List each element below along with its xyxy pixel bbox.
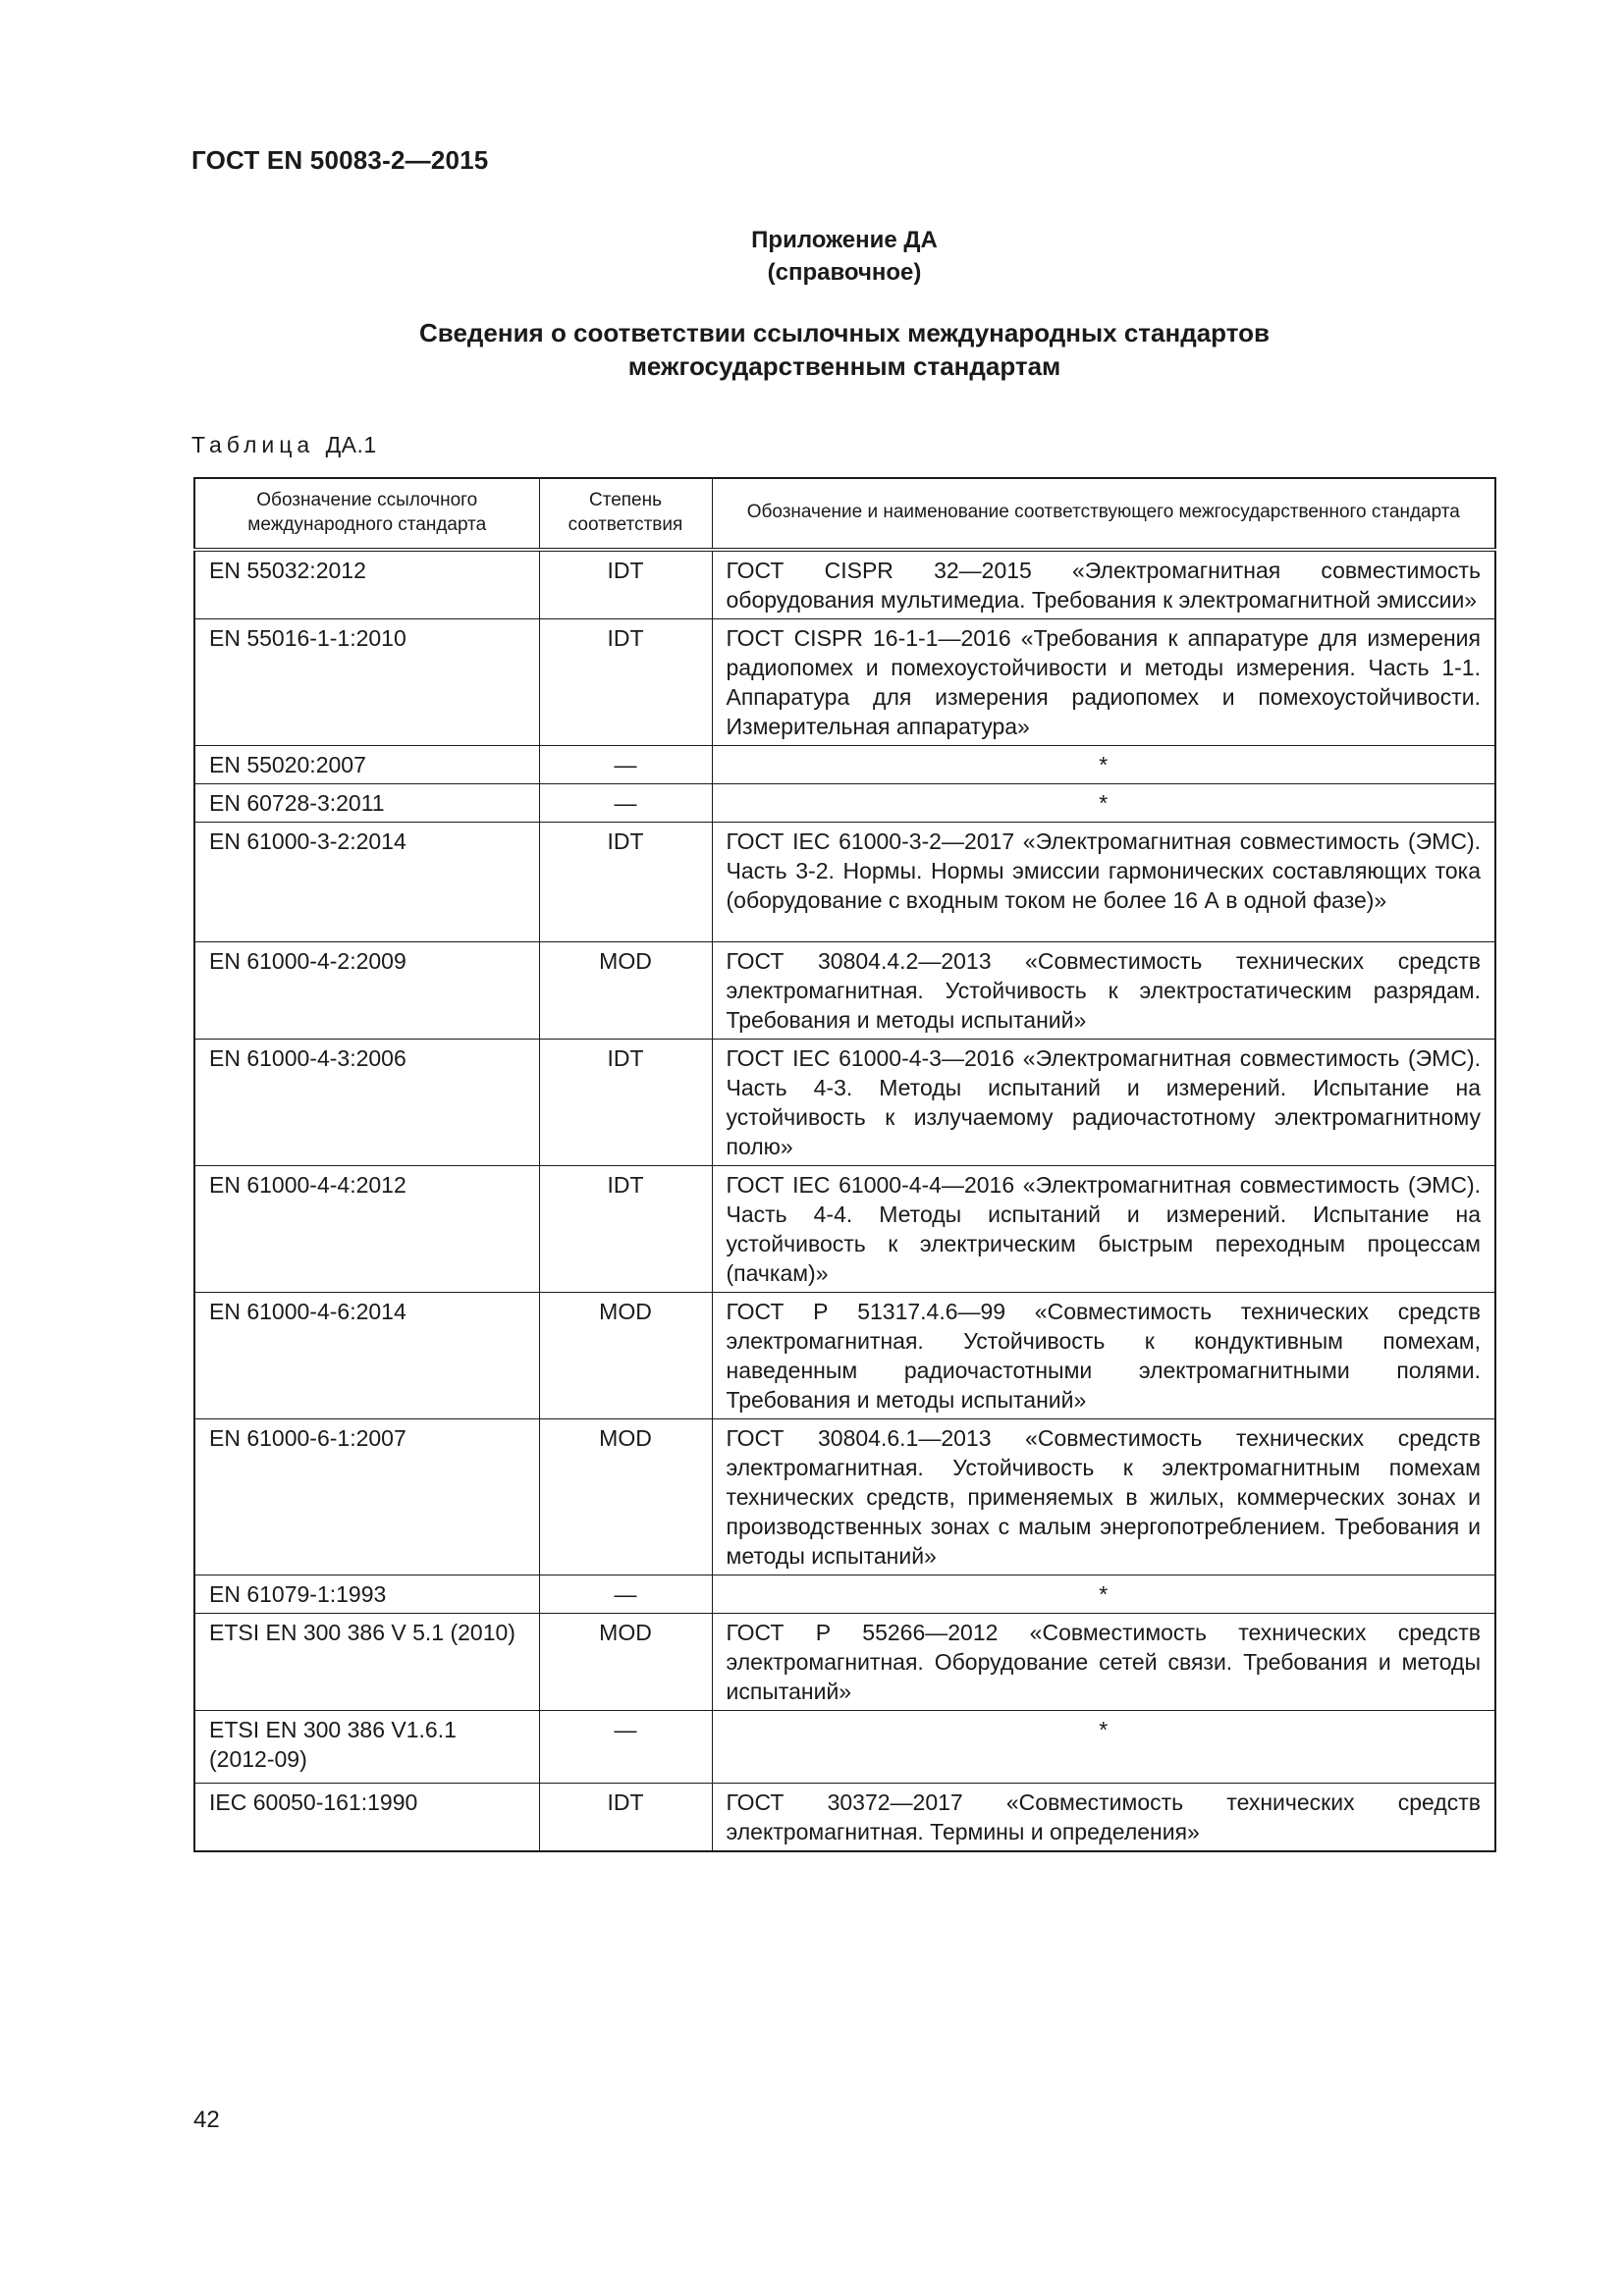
section-title-line-2: межгосударственным стандартам <box>627 351 1061 381</box>
cell-reference-standard: EN 61000-4-2:2009 <box>194 942 539 1040</box>
table-row <box>194 1711 1495 1784</box>
table-row <box>194 1784 1495 1852</box>
document-code: ГОСТ EN 50083-2—2015 <box>191 145 489 175</box>
cell-degree: IDT <box>539 1040 712 1166</box>
cell-degree: MOD <box>539 1293 712 1419</box>
header-reference-standard: Обозначение ссылочного международного стандарта <box>194 478 539 550</box>
cell-reference-standard: EN 61000-4-3:2006 <box>194 1040 539 1166</box>
cell-reference-standard: EN 61079-1:1993 <box>194 1575 539 1614</box>
cell-reference-standard: IEC 60050-161:1990 <box>194 1784 539 1852</box>
cell-degree: MOD <box>539 1614 712 1711</box>
cell-interstate-standard: ГОСТ Р 51317.4.6—99 «Совместимость технических средств электромагнитная. Устойчивость к кондуктивным помехам, наведенным радиочастотными электромагнитными полями. Требования и методы испытаний» <box>712 1293 1495 1419</box>
cell-interstate-standard: * <box>712 1711 1495 1784</box>
cell-interstate-standard: ГОСТ IEC 61000-3-2—2017 «Электромагнитная совместимость (ЭМС). Часть 3-2. Нормы. Нормы эмиссии гармонических составляющих тока (оборудование с входным током не более 16 А в одной фазе)» <box>712 823 1495 942</box>
table-row <box>194 942 1495 1040</box>
cell-reference-standard: EN 55016-1-1:2010 <box>194 619 539 746</box>
table-body <box>194 550 1495 1851</box>
cell-interstate-standard: ГОСТ IEC 61000-4-4—2016 «Электромагнитная совместимость (ЭМС). Часть 4-4. Методы испытаний и измерений. Испытание на устойчивость к электрическим быстрым переходным процессам (пачкам)» <box>712 1166 1495 1293</box>
table-row <box>194 550 1495 619</box>
page-number: 42 <box>193 2107 220 2133</box>
cell-degree: IDT <box>539 1166 712 1293</box>
appendix-type: (справочное) <box>767 259 922 286</box>
table-row <box>194 1575 1495 1614</box>
table-caption <box>191 432 377 458</box>
cell-degree: — <box>539 1575 712 1614</box>
cell-degree: IDT <box>539 550 712 619</box>
appendix-label: Приложение ДА <box>751 227 938 253</box>
table-row <box>194 619 1495 746</box>
cell-degree: — <box>539 784 712 823</box>
table-caption-word: Таблица <box>191 432 315 457</box>
cell-interstate-standard: ГОСТ Р 55266—2012 «Совместимость технических средств электромагнитная. Оборудование сетей связи. Требования и методы испытаний» <box>712 1614 1495 1711</box>
cell-interstate-standard: * <box>712 784 1495 823</box>
cell-interstate-standard: ГОСТ CISPR 32—2015 «Электромагнитная совместимость оборудования мультимедиа. Требования к электромагнитной эмиссии» <box>712 550 1495 619</box>
section-title-line-1: Сведения о соответствии ссылочных международных стандартов <box>419 318 1270 347</box>
cell-reference-standard: EN 55020:2007 <box>194 746 539 784</box>
cell-interstate-standard: ГОСТ CISPR 16-1-1—2016 «Требования к аппаратуре для измерения радиопомех и помехоустойчивости и методы измерения. Часть 1-1. Аппаратура для измерения радиопомех и помехоустойчивости. Измерительная аппаратура» <box>712 619 1495 746</box>
cell-interstate-standard: * <box>712 1575 1495 1614</box>
cell-reference-standard: EN 61000-3-2:2014 <box>194 823 539 942</box>
cell-reference-standard: EN 60728-3:2011 <box>194 784 539 823</box>
section-title <box>191 316 1497 383</box>
cell-reference-standard: EN 61000-4-6:2014 <box>194 1293 539 1419</box>
table-row <box>194 784 1495 823</box>
cell-degree: — <box>539 746 712 784</box>
cell-interstate-standard: * <box>712 746 1495 784</box>
cell-interstate-standard: ГОСТ 30372—2017 «Совместимость технических средств электромагнитная. Термины и определения» <box>712 1784 1495 1852</box>
cell-reference-standard: EN 61000-4-4:2012 <box>194 1166 539 1293</box>
cell-interstate-standard: ГОСТ IEC 61000-4-3—2016 «Электромагнитная совместимость (ЭМС). Часть 4-3. Методы испытаний и измерений. Испытание на устойчивость к излучаемому радиочастотному электромагнитному полю» <box>712 1040 1495 1166</box>
header-interstate-standard: Обозначение и наименование соответствующего межгосударственного стандарта <box>712 478 1495 550</box>
cell-interstate-standard: ГОСТ 30804.6.1—2013 «Совместимость технических средств электромагнитная. Устойчивость к электромагнитным помехам технических средств, применяемых в жилых, коммерческих зонах и производственных зонах с малым энергопотреблением. Требования и методы испытаний» <box>712 1419 1495 1575</box>
table-row <box>194 1040 1495 1166</box>
cell-reference-standard: EN 61000-6-1:2007 <box>194 1419 539 1575</box>
cell-degree: IDT <box>539 619 712 746</box>
cell-degree: MOD <box>539 942 712 1040</box>
cell-degree: IDT <box>539 1784 712 1852</box>
cell-degree: IDT <box>539 823 712 942</box>
cell-degree: MOD <box>539 1419 712 1575</box>
appendix-heading <box>191 224 1497 289</box>
table-row <box>194 1419 1495 1575</box>
cell-degree: — <box>539 1711 712 1784</box>
table-row <box>194 1614 1495 1711</box>
cell-reference-standard: ETSI EN 300 386 V 5.1 (2010) <box>194 1614 539 1711</box>
table-row <box>194 746 1495 784</box>
table-caption-number: ДА.1 <box>325 432 377 457</box>
cell-reference-standard: ETSI EN 300 386 V1.6.1 (2012-09) <box>194 1711 539 1784</box>
table-row <box>194 823 1495 942</box>
correspondence-table <box>193 477 1496 1852</box>
cell-reference-standard: EN 55032:2012 <box>194 550 539 619</box>
table-row <box>194 1293 1495 1419</box>
header-degree-of-correspondence: Степень соответствия <box>539 478 712 550</box>
cell-interstate-standard: ГОСТ 30804.4.2—2013 «Совместимость технических средств электромагнитная. Устойчивость к электростатическим разрядам. Требования и методы испытаний» <box>712 942 1495 1040</box>
table-header-row <box>194 478 1495 550</box>
table-row <box>194 1166 1495 1293</box>
